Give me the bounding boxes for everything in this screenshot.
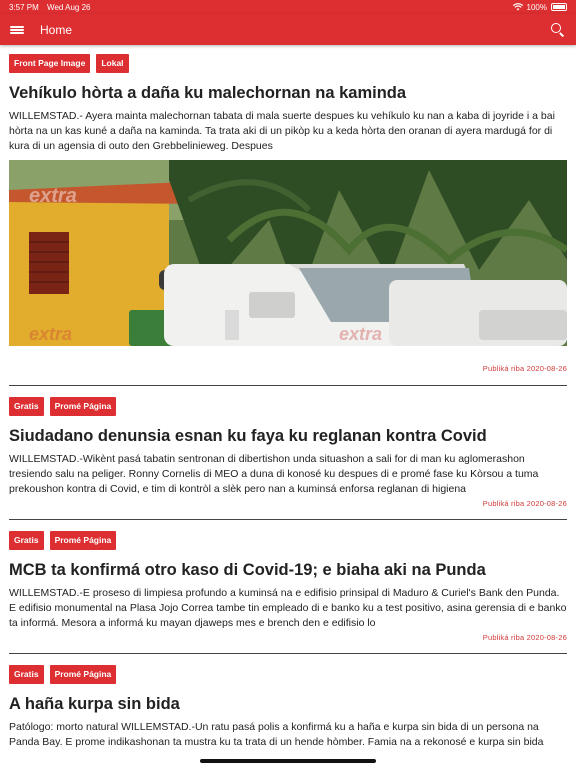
watermark-extra: extra xyxy=(29,185,77,207)
article-title[interactable]: Vehíkulo hòrta a daña ku malechornan na kaminda xyxy=(9,84,407,102)
article-excerpt: WILLEMSTAD.-E proseso di limpiesa profundo a kuminsá na e edifisio prinsipal di Maduro & Curiel's Bank den Punda. E edifisio monumental na Plasa Jojo Correa tambe tin empleado di e banko ku a test positivo, asina gerensia di e banko ta informá. Mesora a informá ku mayan djaweps mes e brench den e edifisio lo xyxy=(9,587,567,629)
home-indicator[interactable] xyxy=(200,759,376,763)
article-tags xyxy=(9,531,567,550)
tag-prome-pagina[interactable]: Promé Página xyxy=(50,397,117,416)
status-bar xyxy=(0,0,576,14)
tag-prome-pagina[interactable]: Promé Página xyxy=(50,531,117,550)
article-date: Publiká riba 2020-08-26 xyxy=(482,633,567,642)
article-title[interactable]: MCB ta konfirmá otro kaso di Covid-19; e biaha aki na Punda xyxy=(9,561,486,579)
battery-icon xyxy=(551,3,567,11)
article-card[interactable] xyxy=(0,654,576,750)
article-excerpt: Patólogo: morto natural WILLEMSTAD.-Un ratu pasá polis a konfirmá ku a haña e kurpa sin bida di un persona na Panda Bay. E prome indikashonan ta mustra ku ta trata di un hende hòmber. Famia na a rekonosé e kurpa sin bida xyxy=(9,721,544,748)
status-date: Wed Aug 26 xyxy=(47,2,91,12)
tag-lokal[interactable]: Lokal xyxy=(96,54,128,73)
tag-front-page-image[interactable]: Front Page Image xyxy=(9,54,90,73)
tag-gratis[interactable]: Gratis xyxy=(9,531,44,550)
status-time: 3:57 PM xyxy=(9,2,39,12)
battery-percent: 100% xyxy=(526,2,547,12)
article-title[interactable]: A haña kurpa sin bida xyxy=(9,695,180,713)
tag-prome-pagina[interactable]: Promé Página xyxy=(50,665,117,684)
hamburger-menu-icon[interactable] xyxy=(10,23,24,37)
wifi-icon xyxy=(513,3,523,11)
news-feed[interactable] xyxy=(0,45,576,768)
article-title[interactable]: Siudadano denunsia esnan ku faya ku reglanan kontra Covid xyxy=(9,427,487,445)
article-date: Publiká riba 2020-08-26 xyxy=(482,364,567,373)
app-bar xyxy=(0,14,576,45)
article-tags xyxy=(9,397,567,416)
search-icon[interactable] xyxy=(550,22,566,38)
article-excerpt: WILLEMSTAD.-Wikènt pasá tabatin sentronan di dibertishon unda situashon a sali for di man ku aglomerashon tresiendo salu na peliger. Ronny Cornelis di MEO a duna di konosé ku despues di e promé fase ku Kòrsou a tuma prekoushon kontra di Covid, e tim di kontròl a slèk pero nan a kuminsá enforsa reglanan di higiena xyxy=(9,453,539,495)
article-tags xyxy=(9,665,567,684)
watermark-extra: extra xyxy=(29,324,73,344)
tag-gratis[interactable]: Gratis xyxy=(9,397,44,416)
page-title: Home xyxy=(40,22,73,37)
article-card[interactable] xyxy=(0,520,576,642)
article-date: Publiká riba 2020-08-26 xyxy=(482,499,567,508)
article-tags xyxy=(9,54,567,73)
article-card[interactable] xyxy=(0,45,576,373)
watermark-extra: extra xyxy=(339,324,383,344)
article-image[interactable] xyxy=(9,160,567,346)
article-excerpt: WILLEMSTAD.- Ayera mainta malechornan tabata di mala suerte despues ku vehíkulo ku nan a kaba di joyride i a bai hòrta na un kas kuné a daña na kaminda. Ta trata aki di un pikòp ku a keda hòrta den oranan di ayera mardugá for di kura di un agensia di outo den Grebbelinieweg. Despues xyxy=(9,110,555,152)
tag-gratis[interactable]: Gratis xyxy=(9,665,44,684)
article-card[interactable] xyxy=(0,386,576,508)
